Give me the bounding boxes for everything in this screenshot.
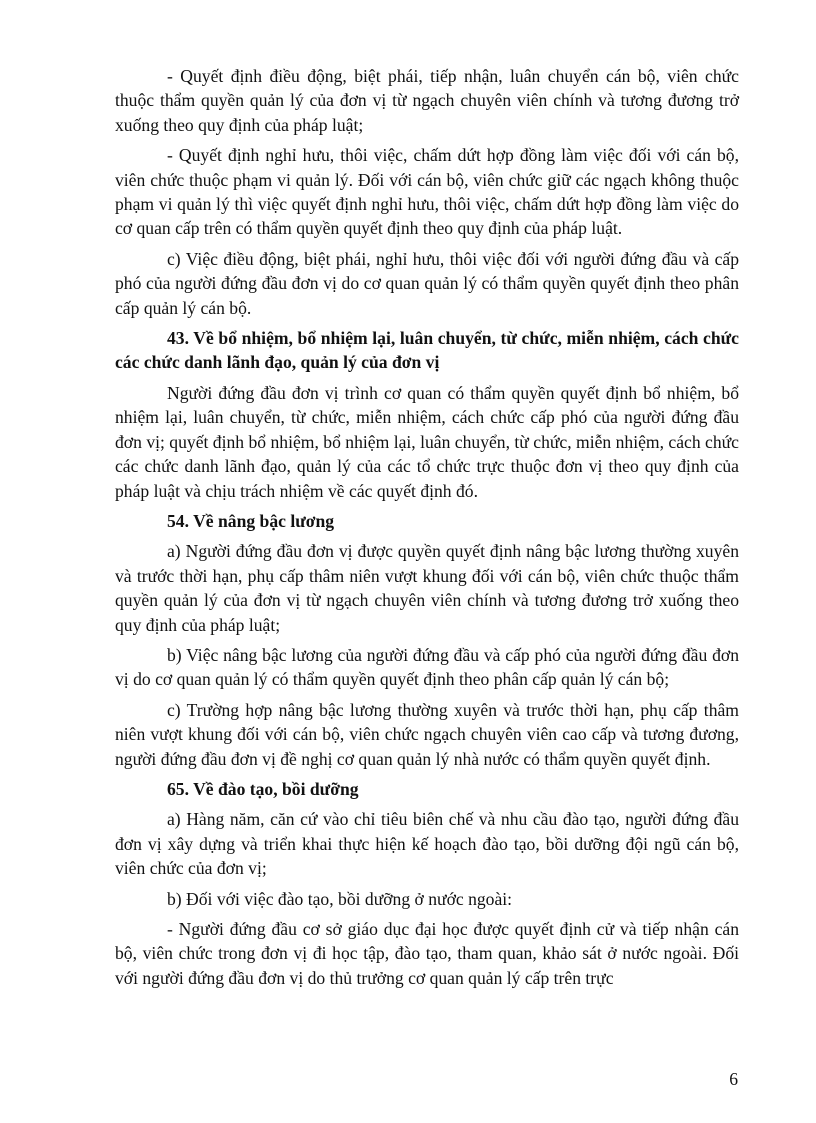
paragraph-nghi-huu: - Quyết định nghỉ hưu, thôi việc, chấm dứt hợp đồng làm việc đối với cán bộ, viên chức thuộc phạm vi quản lý. Đối với cán bộ, viên chức giữ các ngạch không thuộc phạm vi quản lý thì việc quyết định nghỉ hưu, thôi việc, chấm dứt hợp đồng làm việc do cơ quan cấp trên có thẩm quyền quyết định theo quy định của pháp luật.	[115, 145, 739, 239]
paragraph-c-nang-bac-luong: c) Trường hợp nâng bậc lương thường xuyên và trước thời hạn, phụ cấp thâm niên vượt khung đối với cán bộ, viên chức ngạch chuyên viên cao cấp và tương đương, người đứng đầu đơn vị đề nghị cơ quan quản lý nhà nước có thẩm quyền quyết định.	[115, 699, 739, 769]
paragraph-c-dieu-dong: c) Việc điều động, biệt phái, nghỉ hưu, thôi việc đối với người đứng đầu và cấp phó của người đứng đầu đơn vị do cơ quan quản lý có thẩm quyền quyết định theo phân cấp quản lý cán bộ.	[115, 248, 739, 318]
section-heading-54: 54. Về nâng bậc lương	[167, 510, 335, 531]
paragraph-a-dao-tao: a) Hàng năm, căn cứ vào chỉ tiêu biên chế và nhu cầu đào tạo, người đứng đầu đơn vị xây dựng và triển khai thực hiện kế hoạch đào tạo, bồi dưỡng đội ngũ cán bộ, viên chức của đơn vị;	[115, 809, 739, 879]
paragraph-dieu-dong: - Quyết định điều động, biệt phái, tiếp nhận, luân chuyển cán bộ, viên chức thuộc thẩm quyền quản lý của đơn vị từ ngạch chuyên viên chính và tương đương trở xuống theo quy định của pháp luật;	[115, 66, 739, 135]
section-heading-43: 43. Về bổ nhiệm, bổ nhiệm lại, luân chuyển, từ chức, miễn nhiệm, cách chức các chức danh lãnh đạo, quản lý của đơn vị	[115, 328, 739, 373]
paragraph-b-dao-tao: b) Đối với việc đào tạo, bồi dưỡng ở nước ngoài:	[167, 888, 513, 909]
page-number: 6	[729, 1069, 738, 1089]
paragraph-b-nang-bac-luong: b) Việc nâng bậc lương của người đứng đầu và cấp phó của người đứng đầu đơn vị do cơ quan quản lý có thẩm quyền quyết định theo phân cấp quản lý cán bộ;	[115, 644, 739, 690]
document-body	[115, 64, 739, 996]
section-heading-65: 65. Về đào tạo, bồi dưỡng	[167, 778, 359, 799]
paragraph-nuoc-ngoai: - Người đứng đầu cơ sở giáo dục đại học được quyết định cử và tiếp nhận cán bộ, viên chức trong đơn vị đi học tập, đào tạo, tham quan, khảo sát ở nước ngoài. Đối với người đứng đầu đơn vị do thủ trưởng cơ quan quản lý cấp trên trực	[115, 919, 739, 988]
paragraph-a-nang-bac-luong: a) Người đứng đầu đơn vị được quyền quyết định nâng bậc lương thường xuyên và trước thời hạn, phụ cấp thâm niên vượt khung đối với cán bộ, viên chức thuộc thẩm quyền quản lý của đơn vị từ ngạch chuyên viên chính và tương đương trở xuống theo quy định của pháp luật;	[115, 541, 739, 635]
paragraph-bo-nhiem: Người đứng đầu đơn vị trình cơ quan có thẩm quyền quyết định bổ nhiệm, bổ nhiệm lại, luân chuyển, từ chức, miễn nhiệm, cách chức cấp phó của người đứng đầu đơn vị; quyết định bổ nhiệm, bổ nhiệm lại, luân chuyển, từ chức, miễn nhiệm, cách chức các chức danh lãnh đạo, quản lý của các tổ chức trực thuộc đơn vị theo quy định của pháp luật và chịu trách nhiệm về các quyết định đó.	[115, 382, 739, 501]
